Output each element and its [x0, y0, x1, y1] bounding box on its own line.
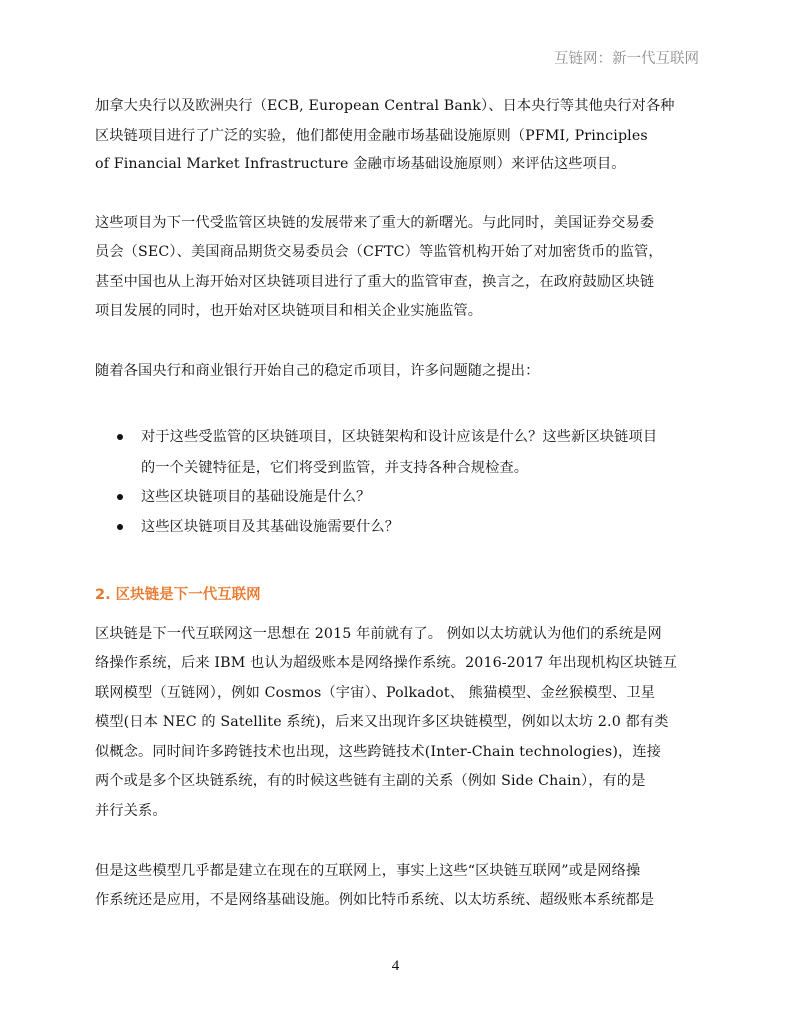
paragraph-line: 模型(日本 NEC 的 Satellite 系统)，后来又出现许多区块链模型，例如以太坊 2.0 都有类	[95, 714, 669, 730]
list-item-line: 的一个关键特征是，它们将受到监管，并支持各种合规检查。	[141, 460, 529, 476]
paragraph-line: 似概念。同时间许多跨链技术也出现，这些跨链技术(Inter-Chain technologies)，连接	[95, 744, 662, 760]
paragraph-line: 两个或是多个区块链系统，有的时候这些链有主副的关系（例如 Side Chain），有的是	[95, 773, 646, 789]
paragraph-line: 项目发展的同时，也开始对区块链项目和相关企业实施监管。	[95, 303, 483, 319]
bullet-icon	[117, 494, 123, 500]
list-item-line: 这些区块链项目的基础设施是什么？	[141, 489, 371, 505]
paragraph-line: 作系统还是应用，不是网络基础设施。例如比特币系统、以太坊系统、超级账本系统都是	[95, 892, 655, 908]
section-heading: 2. 区块链是下一代互联网	[95, 587, 261, 603]
list-item-line: 这些区块链项目及其基础设施需要什么？	[141, 519, 400, 535]
paragraph-line: 员会（SEC）、美国商品期货交易委员会（CFTC）等监管机构开始了对加密货币的监管，	[95, 244, 663, 260]
paragraph-line: 区块链是下一代互联网这一思想在 2015 年前就有了。 例如以太坊就认为他们的系统是网	[95, 626, 662, 642]
paragraph-line: 联网模型（互链网），例如 Cosmos（宇宙）、Polkadot、 熊猫模型、金丝猴模型、卫星	[95, 685, 656, 701]
header-title: 互链网：新一代互联网	[554, 51, 699, 67]
paragraph-line: 但是这些模型几乎都是建立在现在的互联网上，事实上这些“区块链互联网”或是网络操	[95, 863, 641, 879]
bullet-icon	[117, 434, 123, 440]
page-number: 4	[391, 958, 400, 974]
paragraph-line: 并行关系。	[95, 803, 167, 819]
paragraph-line: of Financial Market Infrastructure 金融市场基础设施原则）来评估这些项目。	[95, 156, 626, 172]
paragraph-line: 络操作系统，后来 IBM 也认为超级账本是网络操作系统。2016-2017 年出现机构区块链互	[95, 655, 678, 671]
paragraph-line: 甚至中国也从上海开始对区块链项目进行了重大的监管审查，换言之，在政府鼓励区块链	[95, 274, 655, 290]
paragraph-line: 这些项目为下一代受监管区块链的发展带来了重大的新曙光。与此同时，美国证券交易委	[95, 215, 655, 231]
list-item-line: 对于这些受监管的区块链项目，区块链架构和设计应该是什么？这些新区块链项目	[141, 429, 658, 445]
paragraph-line: 区块链项目进行了广泛的实验，他们都使用金融市场基础设施原则（PFMI, Principles	[95, 128, 648, 144]
paragraph-line: 随着各国央行和商业银行开始自己的稳定币项目，许多问题随之提出：	[95, 363, 540, 379]
paragraph-line: 加拿大央行以及欧洲央行（ECB, European Central Bank）、日本央行等其他央行对各种	[95, 98, 675, 114]
bullet-icon	[117, 524, 123, 530]
